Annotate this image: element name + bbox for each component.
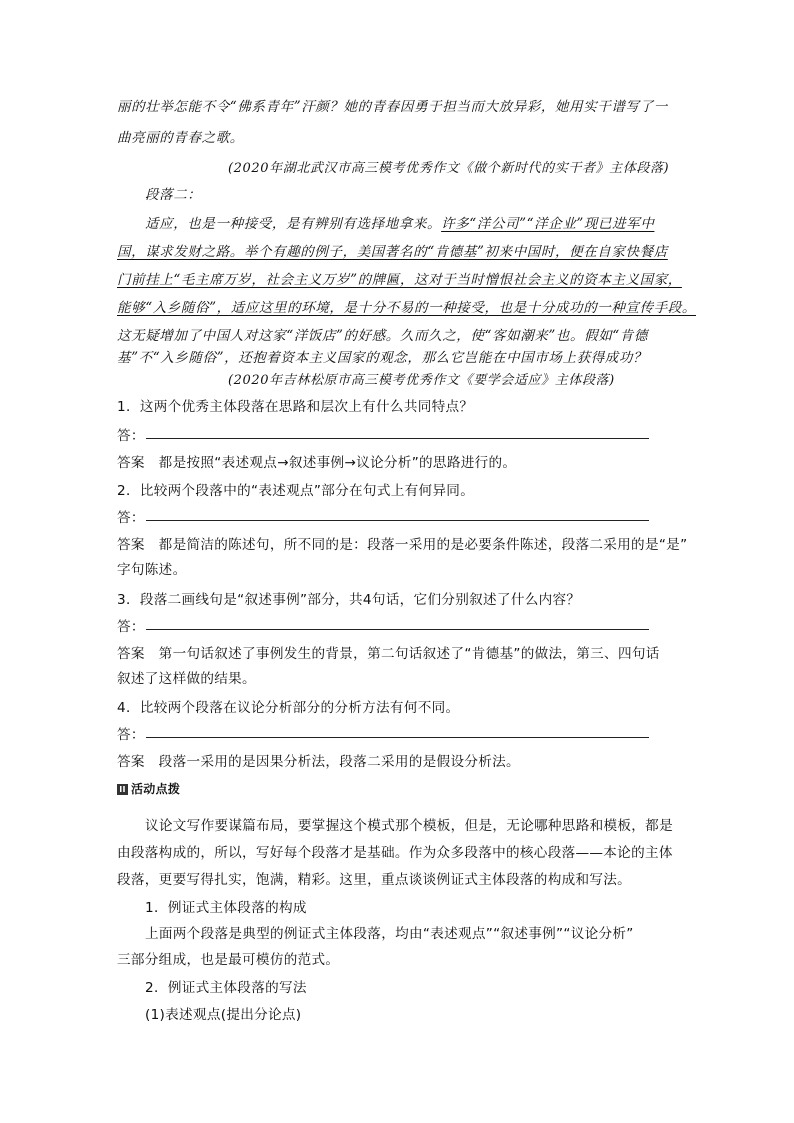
subheading-2: 2．例证式主体段落的写法 bbox=[145, 980, 307, 996]
answer-key-label: 答案 bbox=[117, 754, 145, 770]
section-badge-icon: II bbox=[117, 784, 128, 795]
question-4: 4．比较两个段落在议论分析部分的分析方法有何不同。 bbox=[117, 700, 460, 716]
activity-para2-line-1: 上面两个段落是典型的例证式主体段落，均由“表述观点”“叙述事例”“议论分析” bbox=[145, 926, 634, 942]
passage2-sentence-viewpoint: 适应，也是一种接受，是有辨别有选择地拿来。 bbox=[145, 216, 442, 232]
activity-para2-line-2: 三部分组成，也是最可模仿的范式。 bbox=[117, 952, 340, 968]
answer-blank-2[interactable] bbox=[146, 520, 649, 521]
answer-key-label: 答案 bbox=[117, 646, 145, 662]
question-1: 1．这两个优秀主体段落在思路和层次上有什么共同特点？ bbox=[117, 399, 474, 415]
answer-key-1 bbox=[117, 451, 516, 471]
answer-key-text: 段落一采用的是因果分析法，段落二采用的是假设分析法。 bbox=[158, 754, 520, 770]
answer-key-text: 都是简洁的陈述句，所不同的是：段落一采用的是必要条件陈述，段落二采用的是“是” bbox=[158, 537, 688, 553]
passage1-line-1: 丽的壮举怎能不令“佛系青年”汗颜？她的青春因勇于担当而大放异彩，她用实干谱写了一 bbox=[117, 99, 668, 115]
question-2: 2．比较两个段落中的“表述观点”部分在句式上有何异同。 bbox=[117, 483, 475, 499]
passage2-line-4: 能够“入乡随俗”，适应这里的环境，是十分不易的一种接受，也是十分成功的一种宣传手段。 bbox=[117, 300, 697, 316]
answer-key-label: 答案 bbox=[117, 455, 145, 471]
answer-key-2 bbox=[117, 533, 687, 553]
passage2-line-3: 门前挂上“毛主席万岁，社会主义万岁”的牌匾，这对于当时憎恨社会主义的资本主义国家， bbox=[117, 272, 682, 288]
question-3: 3．段落二画线句是“叙述事例”部分，共4句话，它们分别叙述了什么内容？ bbox=[117, 592, 581, 608]
answer-label-1: 答： bbox=[117, 428, 145, 444]
answer-key-4 bbox=[117, 750, 520, 770]
passage2-line-1 bbox=[145, 212, 654, 232]
answer-blank-1[interactable] bbox=[146, 438, 649, 439]
answer-blank-4[interactable] bbox=[146, 737, 649, 738]
passage1-line-2: 曲亮丽的青春之歌。 bbox=[117, 130, 244, 146]
subheading-1: 1．例证式主体段落的构成 bbox=[145, 900, 307, 916]
answer-label-3: 答： bbox=[117, 619, 145, 635]
answer-key-text: 都是按照“表述观点→叙述事例→议论分析”的思路进行的。 bbox=[158, 455, 517, 471]
passage2-source: (2020年吉林松原市高三模考优秀作文《要学会适应》主体段落) bbox=[228, 373, 615, 388]
passage2-heading: 段落二： bbox=[145, 187, 202, 203]
activity-para1-line-2: 由段落构成的，所以，写好每个段落才是基础。作为众多段落中的核心段落——本论的主体 bbox=[117, 845, 673, 861]
activity-heading bbox=[117, 780, 180, 797]
answer-key-2-cont: 字句陈述。 bbox=[117, 562, 187, 578]
answer-key-label: 答案 bbox=[117, 537, 145, 553]
activity-title: 活动点拨 bbox=[131, 782, 181, 796]
answer-key-3 bbox=[117, 642, 660, 662]
answer-label-2: 答： bbox=[117, 510, 145, 526]
passage2-line-6: 基”不“入乡随俗”，还抱着资本主义国家的观念，那么它岂能在中国市场上获得成功？ bbox=[117, 350, 648, 366]
passage2-line-5: 这无疑增加了中国人对这家“洋饭店”的好感。久而久之，使“客如潮来”也。假如“肯德 bbox=[117, 328, 649, 344]
answer-blank-3[interactable] bbox=[146, 629, 649, 630]
answer-label-4: 答： bbox=[117, 727, 145, 743]
activity-para1-line-3: 段落，更要写得扎实，饱满，精彩。这里，重点谈谈例证式主体段落的构成和写法。 bbox=[117, 872, 632, 888]
answer-key-text: 第一句话叙述了事例发生的背景，第二句话叙述了“肯德基”的做法，第三、四句话 bbox=[158, 646, 660, 662]
passage2-underlined-sentence: 许多“洋公司”“洋企业”现已进军中 bbox=[441, 216, 655, 232]
activity-para1-line-1: 议论文写作要谋篇布局，要掌握这个模式那个模板，但是，无论哪种思路和模板，都是 bbox=[145, 818, 673, 834]
passage1-source: (2020年湖北武汉市高三模考优秀作文《做个新时代的实干者》主体段落) bbox=[228, 161, 670, 176]
answer-key-3-cont: 叙述了这样做的结果。 bbox=[117, 671, 256, 687]
passage2-line-2: 国，谋求发财之路。举个有趣的例子，美国著名的“肯德基”初来中国时，便在自家快餐店 bbox=[117, 244, 668, 260]
subheading-3: (1)表述观点(提出分论点) bbox=[145, 1007, 302, 1023]
